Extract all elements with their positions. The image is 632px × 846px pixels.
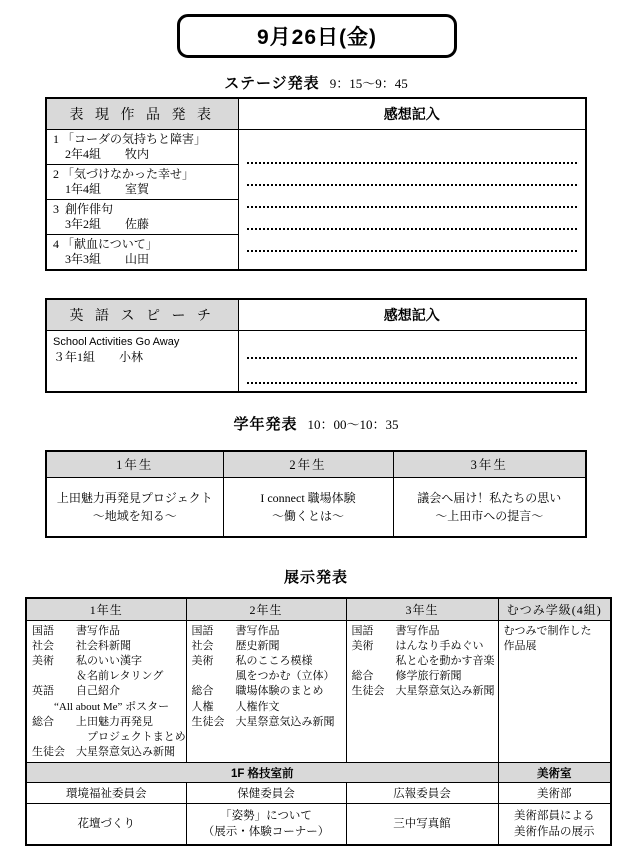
feedback-writing-area bbox=[238, 330, 586, 392]
dotted-line bbox=[247, 359, 578, 384]
grade3-project bbox=[393, 477, 586, 537]
grade-heading-time: 10：00～10：35 bbox=[307, 417, 399, 432]
english-speech-table bbox=[45, 298, 587, 393]
exhibit-body-row bbox=[26, 620, 611, 763]
grade1-header: 1年生 bbox=[46, 451, 223, 477]
exhibit-line: プロジェクトまとめ bbox=[32, 730, 186, 743]
project-title: I connect 職場体験 bbox=[260, 490, 356, 505]
program-item-presenter: 2年4組 牧内 bbox=[53, 146, 150, 161]
exhibit-section-heading bbox=[0, 566, 632, 587]
detail-line: 三中写真館 bbox=[393, 818, 451, 831]
exhibit-line: 国語 書写作品 bbox=[191, 624, 280, 637]
exhibit-line: ＆名前レタリング bbox=[32, 670, 164, 683]
grade-section-heading bbox=[0, 413, 632, 434]
exhibit-line: 国語 書写作品 bbox=[32, 624, 120, 637]
dotted-line bbox=[247, 186, 578, 208]
table-row bbox=[46, 477, 586, 537]
exhibit-grade2-header: 2年生 bbox=[186, 598, 346, 620]
stage-section-heading bbox=[0, 72, 632, 93]
location-right-label: 美術室 bbox=[498, 763, 611, 783]
expression-works-table bbox=[45, 97, 587, 271]
table-header-row bbox=[26, 598, 611, 620]
exhibit-mutsumi-list bbox=[498, 620, 611, 763]
program-item-presenter: 3年2組 佐藤 bbox=[53, 216, 150, 231]
stage-heading-label: ステージ発表 bbox=[224, 75, 320, 92]
grade2-project bbox=[223, 477, 393, 537]
committee-row bbox=[26, 783, 611, 804]
stage-heading-time: 9：15～9：45 bbox=[329, 76, 408, 91]
grade3-header: 3年生 bbox=[393, 451, 586, 477]
exhibit-heading-label: 展示発表 bbox=[283, 569, 348, 586]
committee-detail bbox=[498, 804, 611, 845]
program-item-title: 4 「献血について」 bbox=[53, 236, 158, 251]
exhibit-line: 風をつかむ（立体） bbox=[191, 670, 335, 683]
exhibit-grade2-list bbox=[186, 620, 346, 763]
detail-line: （展示・体験コーナー） bbox=[202, 826, 330, 839]
project-subtitle: ～上田市への提言～ bbox=[435, 508, 544, 523]
dotted-line bbox=[247, 164, 578, 186]
dotted-line bbox=[247, 130, 578, 164]
program-item-presenter: 3年3組 山田 bbox=[53, 251, 150, 266]
dotted-line bbox=[247, 230, 578, 252]
event-date-text: 9月26日(金) bbox=[256, 26, 378, 49]
exhibit-grade3-list bbox=[346, 620, 498, 763]
project-title: 議会へ届け！私たちの思い bbox=[417, 490, 562, 505]
detail-line: 花壇づくり bbox=[77, 818, 135, 831]
dotted-line bbox=[247, 208, 578, 230]
exhibit-line: 美術 私のこころ模様 bbox=[191, 654, 313, 667]
feedback-header: 感想記入 bbox=[238, 98, 586, 129]
exhibit-line: “All about Me” ポスター bbox=[32, 700, 170, 713]
exhibit-line: 美術 はんなり手ぬぐい bbox=[351, 639, 484, 652]
exhibit-line: 総合 上田魅力再発見 bbox=[32, 715, 153, 728]
exhibit-grade3-header: 3年生 bbox=[346, 598, 498, 620]
location-row bbox=[26, 763, 611, 783]
grade2-header: 2年生 bbox=[223, 451, 393, 477]
program-item bbox=[46, 164, 238, 199]
table-header-row bbox=[46, 451, 586, 477]
grade1-project bbox=[46, 477, 223, 537]
program-item bbox=[46, 199, 238, 234]
committee-name: 環境福祉委員会 bbox=[26, 783, 186, 804]
exhibit-grade1-header: 1年生 bbox=[26, 598, 186, 620]
exhibit-line: 総合 修学旅行新聞 bbox=[351, 670, 462, 683]
speech-presenter: ３年1組 小林 bbox=[53, 349, 144, 364]
exhibit-line: 社会 社会科新聞 bbox=[32, 639, 131, 652]
detail-line: 「姿勢」について bbox=[220, 810, 312, 823]
dotted-line bbox=[247, 331, 578, 359]
program-item bbox=[46, 330, 238, 392]
committee-detail-row bbox=[26, 804, 611, 845]
grade-presentation-table bbox=[45, 450, 587, 538]
exhibit-table bbox=[25, 597, 612, 846]
speech-title: School Activities Go Away bbox=[53, 335, 180, 348]
program-item bbox=[46, 234, 238, 270]
exhibit-line: 生徒会 大星祭意気込み新聞 bbox=[351, 685, 495, 698]
grade-heading-label: 学年発表 bbox=[233, 416, 298, 433]
exhibit-line: 総合 職場体験のまとめ bbox=[191, 685, 324, 698]
table-header-row bbox=[46, 98, 586, 129]
project-subtitle: ～働くとは～ bbox=[271, 508, 344, 523]
program-item bbox=[46, 129, 238, 164]
committee-detail bbox=[186, 804, 346, 845]
project-subtitle: ～地域を知る～ bbox=[92, 508, 177, 523]
feedback-dotted-lines bbox=[247, 331, 578, 391]
committee-name: 美術部 bbox=[498, 783, 611, 804]
exhibit-line: 人権 人権作文 bbox=[191, 700, 280, 713]
exhibit-line: 国語 書写作品 bbox=[351, 624, 440, 637]
program-item-title: 1 「コーダの気持ちと障害」 bbox=[53, 131, 207, 146]
exhibit-line: むつみで制作した bbox=[503, 624, 592, 637]
project-title: 上田魅力再発見プロジェクト bbox=[56, 490, 213, 505]
detail-line: 美術作品の展示 bbox=[514, 826, 595, 839]
exhibit-line: 美術 私のいい漢字 bbox=[32, 654, 142, 667]
exhibit-line: 作品展 bbox=[503, 639, 537, 652]
location-left-label: 1F 格技室前 bbox=[26, 763, 498, 783]
committee-detail bbox=[26, 804, 186, 845]
table-header-row bbox=[46, 299, 586, 330]
exhibit-line: 生徒会 大星祭意気込み新聞 bbox=[191, 715, 335, 728]
program-item-title: 2 「気づけなかった幸せ」 bbox=[53, 166, 195, 181]
committee-name: 保健委員会 bbox=[186, 783, 346, 804]
feedback-header: 感想記入 bbox=[238, 299, 586, 330]
event-date-title bbox=[177, 14, 457, 58]
detail-line: 美術部員による bbox=[514, 810, 595, 823]
exhibit-mutsumi-header: むつみ学級(4組) bbox=[498, 598, 611, 620]
feedback-writing-area bbox=[238, 129, 586, 270]
feedback-dotted-lines bbox=[247, 130, 578, 262]
exhibit-line: 社会 歴史新聞 bbox=[191, 639, 280, 652]
exhibit-line: 私と心を動かす音楽 bbox=[351, 654, 495, 667]
table-row bbox=[46, 330, 586, 392]
expression-works-header: 表 現 作 品 発 表 bbox=[46, 98, 238, 129]
program-item-title: 3 創作俳句 bbox=[53, 201, 114, 216]
program-item-presenter: 1年4組 室賀 bbox=[53, 181, 150, 196]
committee-detail bbox=[346, 804, 498, 845]
committee-name: 広報委員会 bbox=[346, 783, 498, 804]
exhibit-line: 英語 自己紹介 bbox=[32, 685, 120, 698]
english-speech-header: 英 語 ス ピ ー チ bbox=[46, 299, 238, 330]
table-row bbox=[46, 129, 586, 164]
exhibit-grade1-list bbox=[26, 620, 186, 763]
exhibit-line: 生徒会 大星祭意気込み新聞 bbox=[32, 746, 175, 759]
